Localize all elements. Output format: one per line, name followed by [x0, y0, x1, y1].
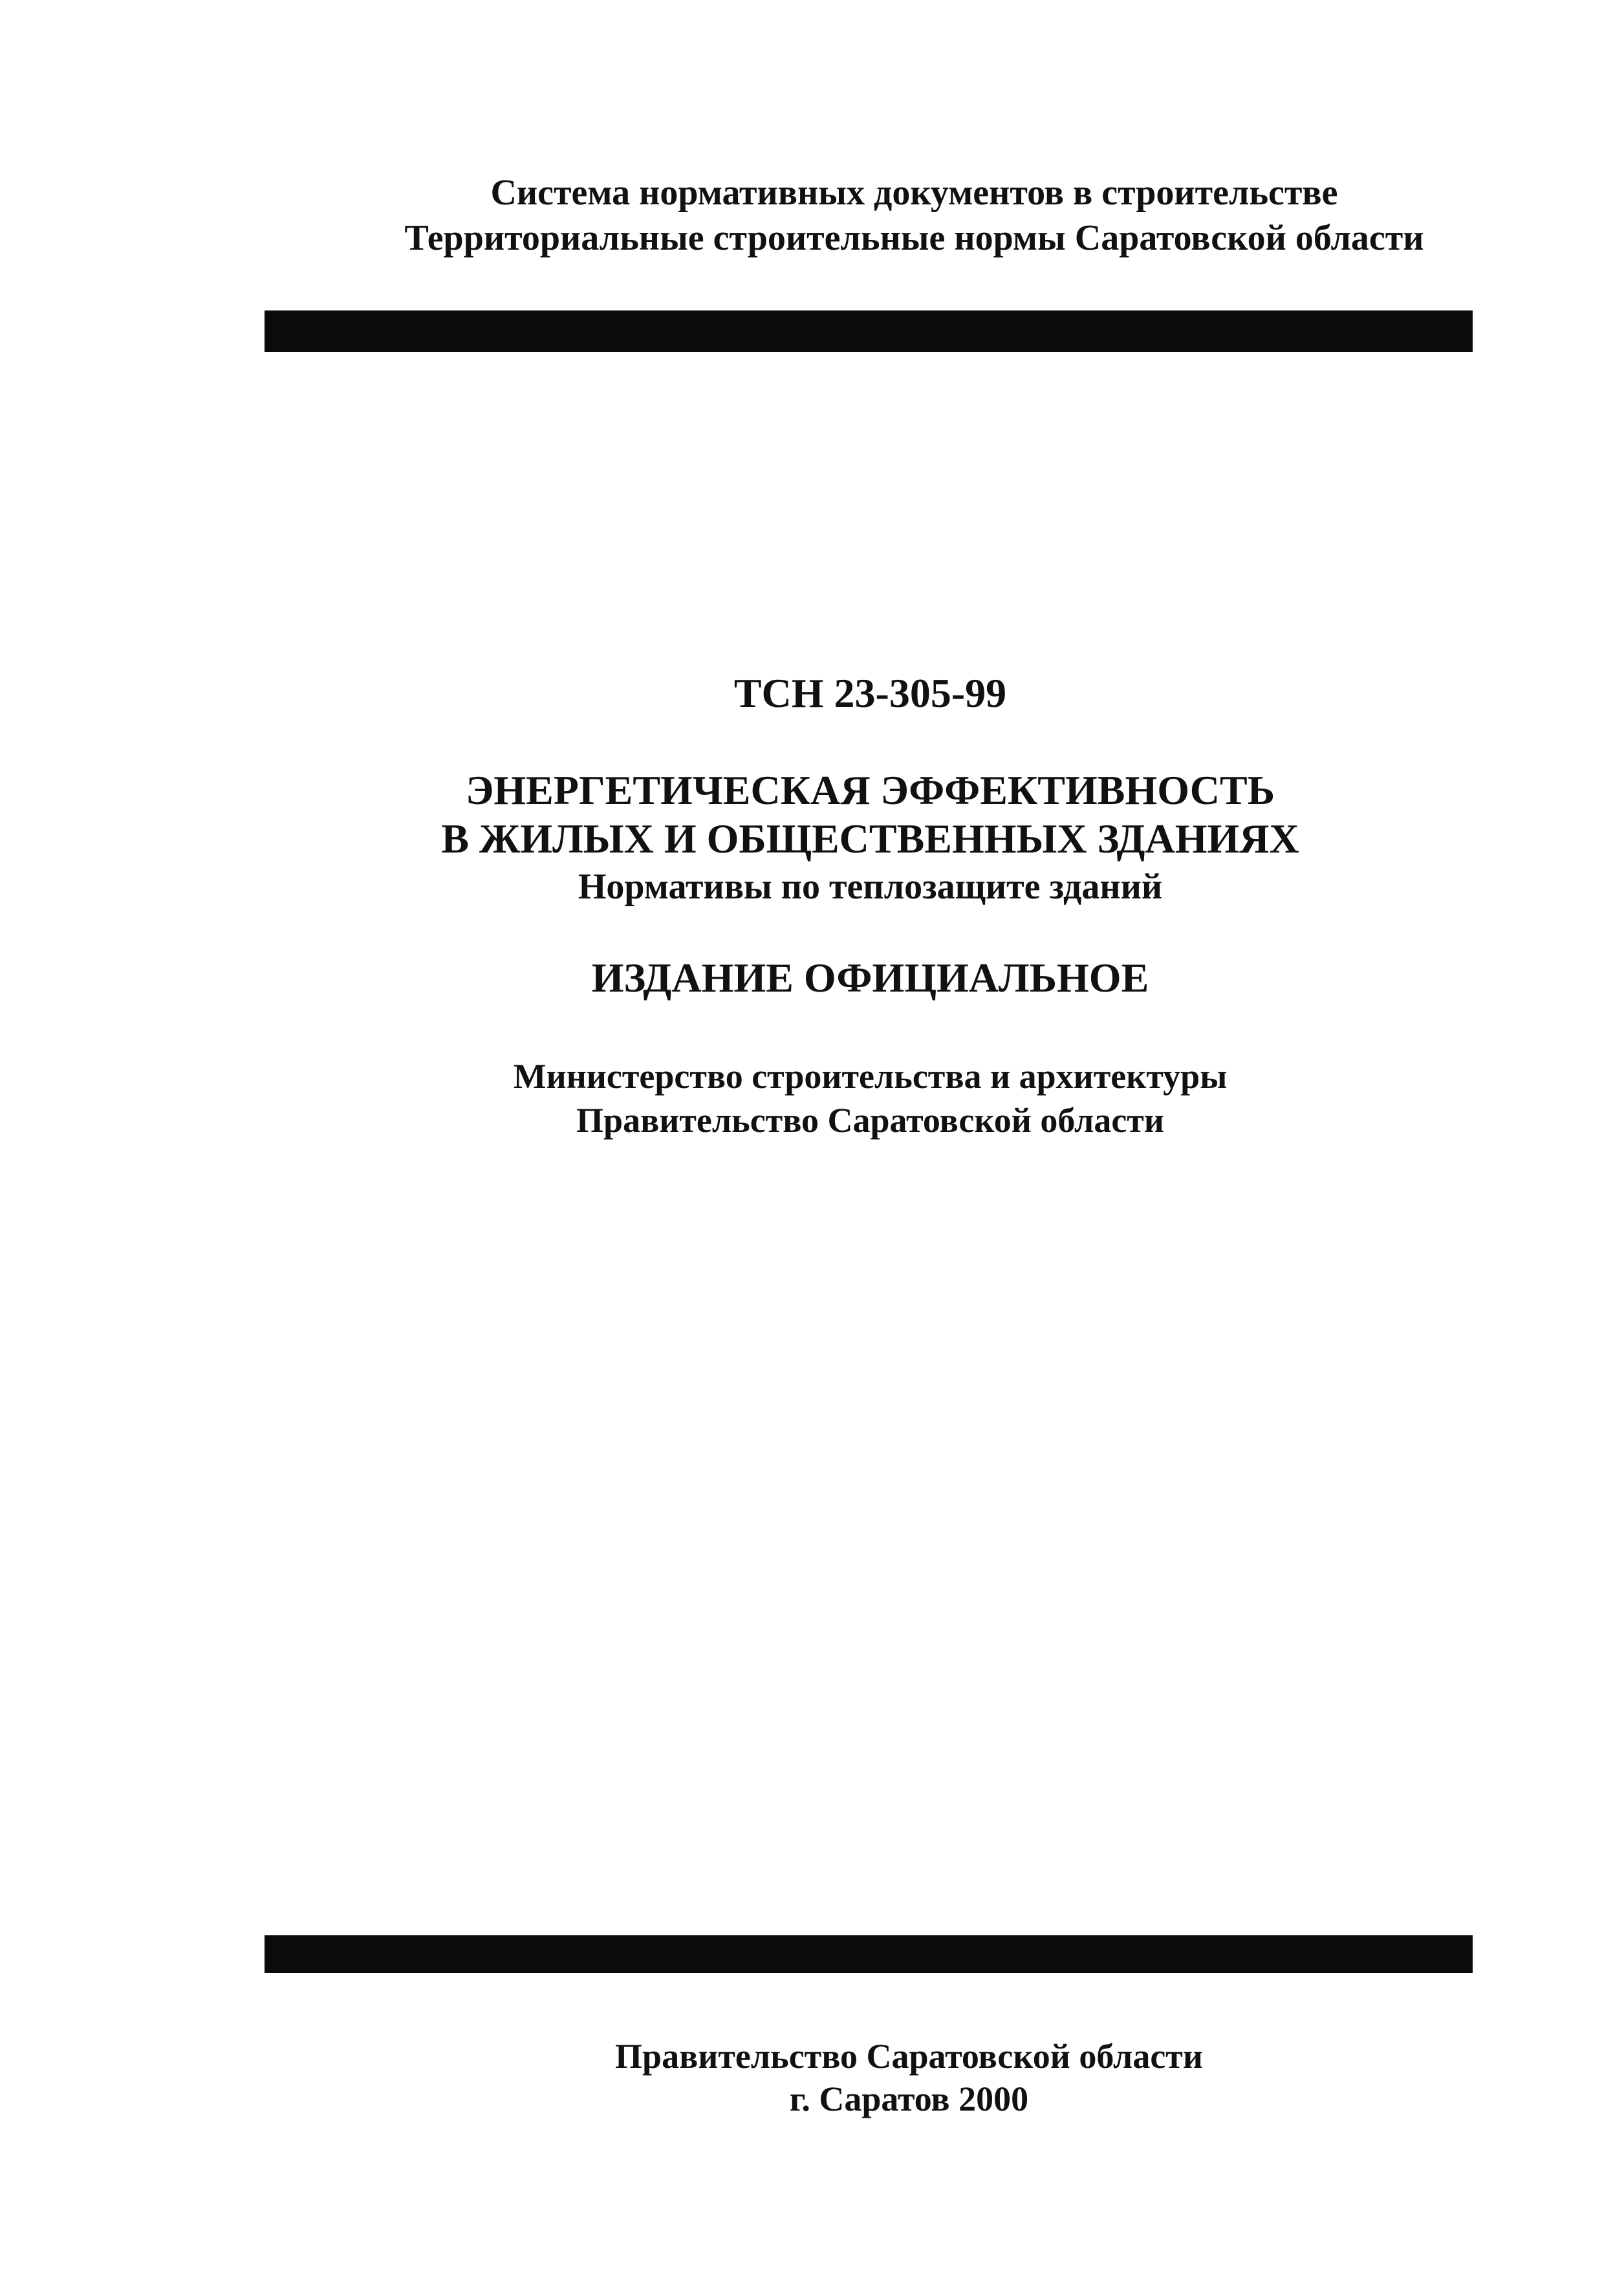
document-code: ТСН 23-305-99	[733, 670, 1007, 716]
publication-place-year: г. Саратов 2000	[789, 2080, 1029, 2118]
document-subtitle: Нормативы по теплозащите зданий	[578, 867, 1163, 907]
bottom-divider-bar	[265, 1935, 1473, 1973]
top-divider-bar	[265, 310, 1473, 352]
header-territorial-norms: Территориальные строительные нормы Саратовской области	[404, 218, 1424, 258]
header-system-title: Система нормативных документов в строительстве	[490, 173, 1338, 213]
edition-label: ИЗДАНИЕ ОФИЦИАЛЬНОЕ	[591, 955, 1149, 1001]
publisher-name: Правительство Саратовской области	[615, 2037, 1203, 2076]
issuer-government: Правительство Саратовской области	[576, 1101, 1164, 1140]
document-title-line-2: В ЖИЛЫХ И ОБЩЕСТВЕННЫХ ЗДАНИЯХ	[441, 816, 1299, 862]
document-title-line-1: ЭНЕРГЕТИЧЕСКАЯ ЭФФЕКТИВНОСТЬ	[465, 767, 1275, 813]
issuer-ministry: Министерство строительства и архитектуры	[513, 1057, 1228, 1096]
